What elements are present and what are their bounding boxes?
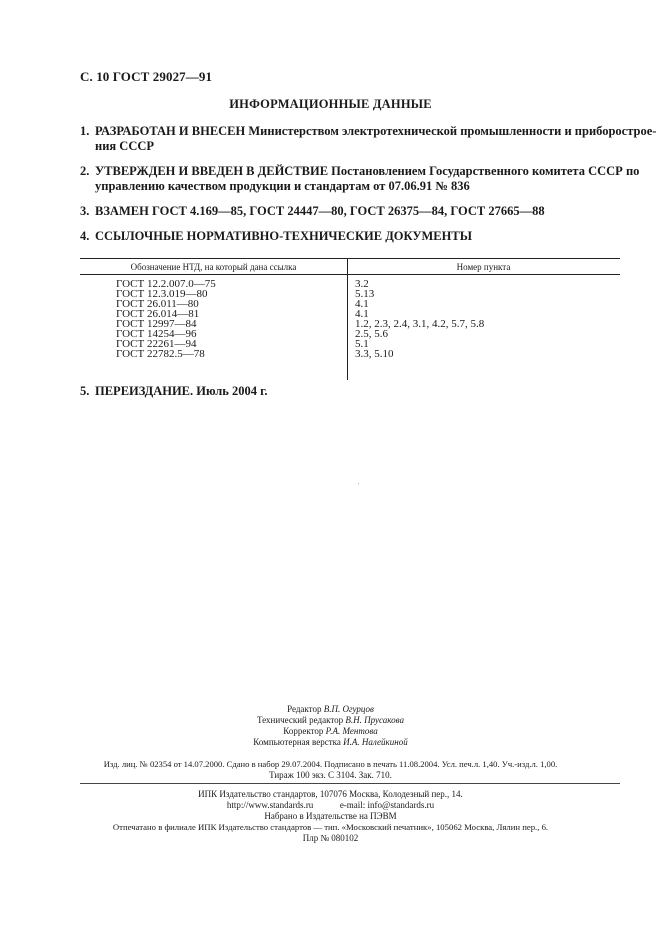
scan-speck: [358, 483, 359, 484]
table-cell-clause: 1.2, 2.3, 2.4, 3.1, 4.2, 5.7, 5.8: [355, 318, 485, 330]
credit-label: Корректор: [283, 726, 324, 736]
table-row: [0, 309, 661, 319]
credit-person: Р.А. Ментова: [325, 726, 378, 736]
table-row: [0, 289, 661, 299]
publisher-address: ИПК Издательство стандартов, 107076 Москва, Колодезный пер., 14.: [198, 789, 463, 799]
table-cell-document: ГОСТ 12.3.019—80: [116, 288, 208, 300]
section-title: ИНФОРМАЦИОННЫЕ ДАННЫЕ: [229, 97, 432, 111]
item-number: 4.: [80, 229, 90, 243]
publisher-contacts: [0, 800, 661, 811]
info-item-1: [80, 124, 657, 154]
item-number: 1.: [80, 124, 90, 138]
credit-person: И.А. Налейкиной: [343, 737, 408, 747]
credit-label: Технический редактор: [256, 715, 344, 725]
item-text-line: ПЕРЕИЗДАНИЕ. Июль 2004 г.: [95, 384, 268, 398]
item-text-line: управлению качеством продукции и стандартам от 07.06.91 № 836: [95, 179, 470, 193]
info-item-5: [80, 384, 620, 399]
table-cell-clause: 3.3, 5.10: [355, 348, 394, 360]
email-link[interactable]: e-mail: info@standards.ru: [339, 800, 435, 810]
print-run: Тираж 100 экз. С 3104. Зак. 710.: [269, 770, 392, 780]
table-cell-document: ГОСТ 12997—84: [116, 318, 197, 330]
print-info: Изд. лиц. № 02354 от 14.07.2000. Сдано в набор 29.07.2004. Подписано в печать 11.08.2004. Усл. печ.л. 1,40. Уч.-изд.л. 1,00.: [103, 759, 558, 769]
credit-label: Редактор: [287, 704, 322, 714]
table-cell-clause: 5.1: [355, 338, 369, 350]
plr-number: Плр № 080102: [302, 833, 359, 843]
page-header: С. 10 ГОСТ 29027—91: [80, 69, 213, 84]
table-cell-document: ГОСТ 26.011—80: [116, 298, 199, 310]
table-row: [0, 299, 661, 309]
table-cell-document: ГОСТ 12.2.007.0—75: [116, 278, 216, 290]
item-number: 5.: [80, 384, 90, 398]
item-text-line: УТВЕРЖДЕН И ВВЕДЕН В ДЕЙСТВИЕ Постановлением Государственного комитета СССР по: [95, 164, 640, 178]
table-top-rule: [80, 258, 620, 259]
table-cell-clause: 3.2: [355, 278, 369, 290]
table-cell-document: ГОСТ 26.014—81: [116, 308, 200, 320]
table-cell-clause: 2.5, 5.6: [355, 328, 388, 340]
printing-house: Отпечатано в филиале ИПК Издательство стандартов — тип. «Московский печатник», 105062 Москва, Лялин пер., 6.: [112, 822, 549, 832]
credit-person: В.П. Огурцов: [323, 704, 374, 714]
credit-editor: [0, 704, 661, 715]
colophon-rule: [80, 783, 620, 784]
table-row: [0, 349, 661, 359]
table-cell-document: ГОСТ 22261—94: [116, 338, 197, 350]
info-item-3: [80, 204, 620, 219]
table-header-rule: [80, 274, 620, 275]
table-header-clause: Номер пункта: [456, 262, 511, 272]
table-cell-clause: 5.13: [355, 288, 375, 300]
credit-layout: [0, 737, 661, 748]
info-item-2: [80, 164, 640, 194]
table-row: [0, 319, 661, 329]
item-text-line: ССЫЛОЧНЫЕ НОРМАТИВНО-ТЕХНИЧЕСКИЕ ДОКУМЕНТЫ: [95, 229, 472, 243]
item-number: 2.: [80, 164, 90, 178]
credit-tech-editor: [0, 715, 661, 726]
credit-corrector: [0, 726, 661, 737]
table-cell-document: ГОСТ 22782.5—78: [116, 348, 205, 360]
table-cell-document: ГОСТ 14254—96: [116, 328, 197, 340]
table-row: [0, 329, 661, 339]
item-text-line: ВЗАМЕН ГОСТ 4.169—85, ГОСТ 24447—80, ГОСТ 26375—84, ГОСТ 27665—88: [95, 204, 545, 218]
website-link[interactable]: http://www.standards.ru: [226, 800, 314, 810]
table-cell-clause: 4.1: [355, 308, 369, 320]
item-number: 3.: [80, 204, 90, 218]
info-item-4: [80, 229, 620, 244]
table-row: [0, 279, 661, 289]
credit-label: Компьютерная верстка: [253, 737, 341, 747]
item-text-line: РАЗРАБОТАН И ВНЕСЕН Министерством электротехнической промышленности и приборострое-: [95, 124, 657, 138]
item-text-line: ния СССР: [95, 139, 155, 153]
table-cell-clause: 4.1: [355, 298, 369, 310]
table-row: [0, 339, 661, 349]
credit-person: В.Н. Прусакова: [345, 715, 405, 725]
table-header-document: Обозначение НТД, на который дана ссылка: [130, 262, 297, 272]
typeset-note: Набрано в Издательстве на ПЭВМ: [264, 811, 397, 821]
reference-table-body: [0, 279, 661, 359]
